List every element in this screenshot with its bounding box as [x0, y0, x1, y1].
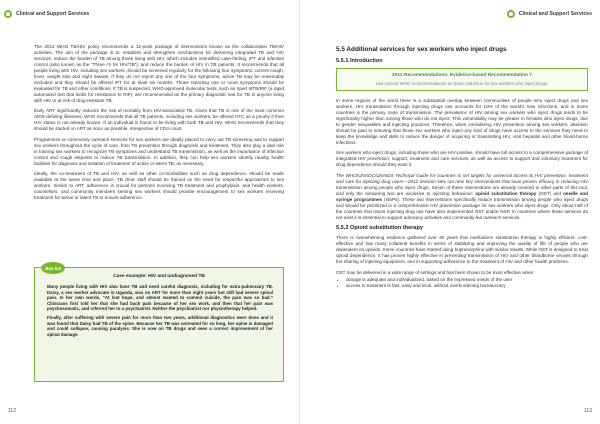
left-header-text: Clinical and Support Services: [16, 11, 90, 17]
circle-icon: [4, 10, 12, 18]
recommendation-title: 2012 Recommendations: Evidence-based Recommendation 7: [392, 73, 532, 78]
guide-text: (OST) and: [536, 190, 564, 196]
left-page-number: 112: [8, 408, 16, 414]
paragraph: In some regions of the world there is a substantial overlap between communities of people who inject drugs and sex workers. HIV transmission through injecting drugs use accounts for 10% of the world’s new infections, and in some countries is the primary route of transmission. The prevalence of HIV among sex workers who inject drugs tends to be significantly higher than among those who do not inject. This vulnerability may be greater in females who inject drugs, due to gender inequalities and injecting practices. Therefore, when considering HIV prevention among sex workers, attention should be paid to ensuring that those sex workers who inject any kind of drugs have access to the services they need to keep the knowledge and skills to reduce the danger of acquiring or transmitting HIV, viral hepatitis and other blood-borne infections.: [336, 98, 588, 145]
guide-text: sets out nine key interventions that have proven efficacy in reducing HIV transmission among people who inject drugs. Seven of these interventions are already covered in other parts of this tool, and only the remaining two are exclusive to injecting behaviour:: [336, 178, 588, 196]
paragraph: The 2012 WHO TB/HIV policy recommends a 12-point package of interventions known as the collaborative TB/HIV activities. The aim of the package is to: establish and strengthen mechanisms for delivering integrated TB and HIV services; reduce the burden of TB among those living with HIV, which includes intensified case-finding, IPT and infection control (also known as the “Three I’s for HIV/TB”); and reduce the burden of HIV in TB patients. It recommends that all people living with HIV, including sex workers, should be screened regularly for the following four symptoms: current cough, fever, weight loss and night sweats. If they do not report any one of the four symptoms, active TB may be reasonably excluded and they should be offered IPT for at least six months. Those reporting one or more symptoms should be evaluated for TB and other conditions. If TB is suspected, WHO-approved molecular tests, such as Xpert MTB/RIF (a rapid automated test that looks for resistance to RIF), are recommended as the primary diagnostic test for TB in anyone living with HIV or at risk of drug-resistant TB.: [34, 44, 284, 103]
paragraph: Ideally, the co-treatment of TB and HIV, as well as other co-morbidities such as drug dependence, should be made available at the same time and place. TB clinic staff should be trained on the need for respectful approaches to sex workers. Similar to ART, adherence is crucial for persons receiving TB treatment and prophylaxis, and health workers, counsellors, and community members serving sex workers should provide encouragement to sex workers receiving treatment for active or latent TB to ensure adherence.: [34, 171, 284, 201]
case-example-box: [34, 267, 284, 382]
left-body-text: [34, 44, 284, 206]
ost-term: opioid substitution therapy: [475, 190, 537, 196]
paragraph: Programmes or community outreach services for sex workers are ideally placed to carry out TB screening and to support sex workers throughout the cycle of care, from TB prevention through diagnosis and treatment. They also play a vital role in training sex workers to recognize TB symptoms and understand TB transmission, as well as the importance of infection control and cough etiquette to reduce TB transmission. In addition, they can help sex workers identify nearby health facilities for diagnosis and initiation of treatment of active or latent TB, as necessary.: [34, 136, 284, 166]
paragraph: OST may be delivered in a wide range of settings and has been shown to be most effective when:: [336, 269, 535, 275]
right-body-text: [336, 98, 588, 221]
right-running-header: [507, 10, 592, 18]
guide-title: The WHO/UNODC/UNAIDS Technical Guide for countries to set targets for universal access to HIV prevention, treatment and care for injecting drug users—2012 revision: [336, 172, 588, 184]
bullet-list: [336, 277, 588, 289]
paragraph: [336, 173, 588, 221]
box-body: [47, 284, 273, 340]
circle-icon: [507, 10, 515, 18]
recommendation-box: [336, 68, 588, 91]
box-title: Case example: HIV and undiagnosed TB: [113, 274, 205, 279]
right-header-text: Clinical and Support Services: [518, 11, 592, 17]
list-item: • dosage is adequate and individualized, based on the expressed needs of the user: [346, 277, 588, 283]
right-body: [336, 46, 588, 289]
left-running-header: [4, 10, 89, 18]
box-paragraph: Finally, after suffering with severe pain for more than two years, additional diagnostics were done and it was found that Daisy had TB of the spine. Because her TB was untreated for so long, her spine is damaged and could collapse, causing paralysis. She is now on TB drugs and sees a correct improvement of her spinal damage.: [47, 314, 273, 337]
paragraph: There is overwhelming evidence gathered over 30 years that methadone substitution therapy is highly efficient, cost-effective and has many collateral benefits in terms of stabilizing and improving the quality of life of people who are dependent on opioids. Some countries have started using buprenorphine with similar results. While OST is designed to treat opioid dependence, it has proven highly effective in preventing transmission of HIV and other bloodborne viruses through the sharing of injecting equipment, and in supporting adherence to the treatment of HIV and other health problems.: [336, 235, 588, 265]
section-title: 5.5 Additional services for sex workers who inject drugs: [336, 46, 507, 53]
nsp-term: needle and syringe programmes: [336, 190, 588, 202]
ost-text: [336, 235, 588, 288]
paragraph: Early ART significantly reduces the risk of mortality from HIV-associated TB. Given that TB is one of the most common AIDS-defining illnesses, WHO recommends that all TB patients, including sex workers, be offered HTC as a priority if their HIV status is not already known. If an individual is found to be living with both TB and HIV, WHO recommends that they should be started on ART as soon as possible, irrespective of CD4 count.: [34, 108, 284, 132]
paragraph: Sex workers who inject drugs, including those who are HIV-positive, should have full access to a comprehensive package of integrated HIV prevention, support, treatment and care services, as well as access to support and voluntary treatment for drug dependence should they want it.: [336, 150, 588, 168]
recommendation-text: Use current WHO recommendations on harm reduction for sex workers who inject drugs.: [375, 81, 549, 86]
guide-text: (NSPs). These two interventions specifically reduce transmission among people who inject drugs and should be prioritized in a comprehensive HIV prevention package for sex workers who inject drugs. Only about half of the countries that report injecting drug use have also implemented OST and/or NSP. In countries where these services do not exist it is essential to support advocacy activities and community-led outreach services.: [336, 196, 588, 220]
right-page-number: 113: [584, 408, 592, 414]
right-page: [300, 0, 600, 424]
list-item: • access to treatment is fast, easy and local, without overburdening bureaucracy: [346, 283, 588, 289]
box-badge: Box 5.6: [41, 262, 65, 274]
box-paragraph: Many people living with HIV also have TB and need careful diagnosis, including for extra-pulmonary TB. Daisy, a sex worker advocate in Uganda, was on ART for more than eight years but still had severe spinal pain. In her own words, “At lost hope, and almost wanted to commit suicide, the pain was so bad.” Clinicians first told her that she had back pain because of her sex work, and then that her pain was psychosomatic, and referred her to a psychiatrist. Neither the psychiatrist nor physiotherapy helped.: [47, 284, 273, 312]
subsection-title: 5.5.1 Introduction: [336, 58, 383, 64]
subsection-title: 5.5.2 Opioid substitution therapy: [336, 225, 424, 232]
